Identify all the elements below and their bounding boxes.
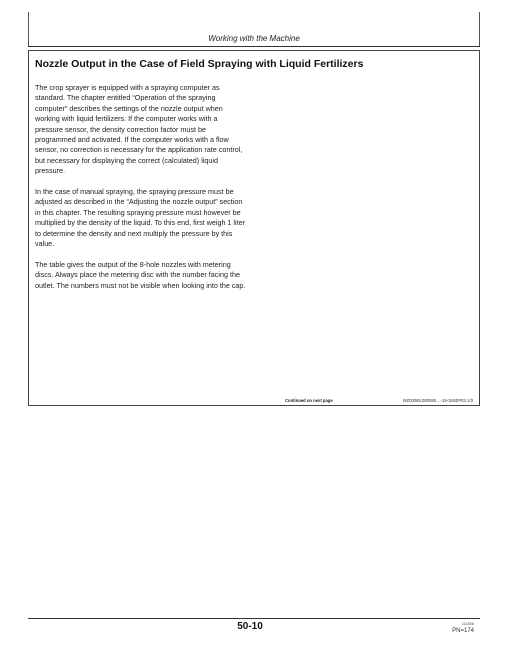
section-header: Working with the Machine — [28, 34, 480, 47]
continued-note: Continued on next page — [285, 398, 333, 403]
page-number: 50-10 — [237, 621, 263, 632]
page-code: 111506 — [461, 622, 474, 626]
paragraph: The table gives the output of the 8-hole nozzles with metering discs. Always place the metering disc with the number facing the outlet. The numbers must not be visible when looking into the cap. — [35, 259, 246, 290]
page-pn: PN=174 — [452, 628, 474, 634]
paragraph: In the case of manual spraying, the spraying pressure must be adjusted as described in the “Adjusting the nozzle output” section in this chapter. The resulting spraying pressure must however be multiplied by the density of the liquid. To this end, first weigh 1 liter to determine the density and next multiply the pressure by this value. — [35, 187, 246, 249]
document-title: Nozzle Output in the Case of Field Spraying with Liquid Fertilizers — [35, 58, 364, 70]
paragraph: The crop sprayer is equipped with a spraying computer as standard. The chapter entitled “Operation of the spraying computer” describes the settings of the nozzle output when working with liquid fertilizers. If the computer works with a pressure sensor, the density correction factor must be programmed and activated. If the computer works with a flow sensor, no correction is necessary for the application rate control, but necessary for displaying the correct (calculated) liquid pressure. — [35, 83, 243, 176]
page-rule — [28, 618, 480, 619]
body-text — [35, 83, 247, 301]
content-box — [28, 50, 480, 406]
document-id: WZ00085,000085 ...-19-18SEP02-1/3 — [402, 398, 473, 403]
box-footer — [29, 394, 479, 405]
